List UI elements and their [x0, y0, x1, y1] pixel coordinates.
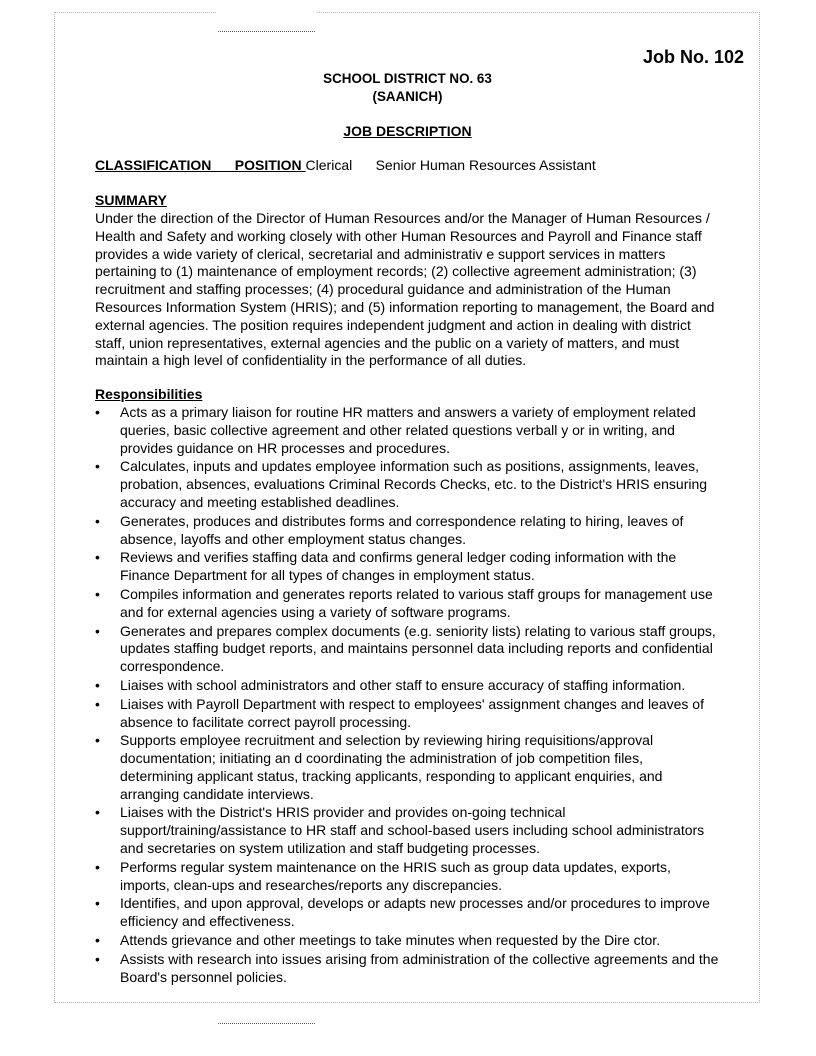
- bullet-icon: •: [95, 403, 100, 420]
- bullet-icon: •: [95, 676, 100, 693]
- position-value: Senior Human Resources Assistant: [375, 157, 596, 174]
- responsibility-text: Assists with research into issues arising from administration of the collective agreements and the Board's personnel policies.: [120, 950, 719, 985]
- responsibility-text: Attends grievance and other meetings to take minutes when requested by the Dire ctor.: [120, 932, 661, 949]
- classification-label: CLASSIFICATION: [95, 157, 212, 174]
- bullet-icon: •: [95, 458, 100, 475]
- responsibility-text: Compiles information and generates reports related to various staff groups for management use and for external agencies using a variety of software programs.: [120, 585, 713, 620]
- responsibility-item: [95, 895, 720, 931]
- responsibility-item: [95, 513, 720, 549]
- classification-value: Clerical: [305, 157, 353, 174]
- bullet-icon: •: [95, 932, 100, 949]
- bullet-icon: •: [95, 950, 100, 967]
- classification-row: [95, 157, 720, 175]
- responsibility-item: [95, 458, 720, 511]
- district-name: (SAANICH): [372, 88, 443, 104]
- job-number: Job No. 102: [642, 47, 744, 67]
- summary-text: Under the direction of the Director of Human Resources and/or the Manager of Human Resources / Health and Safety and working closely with other Human Resources and Payroll and Finance staff provides a wide variety of clerical, secretarial and administrativ e support services in matters pertaining to (1) maintenance of employment records; (2) collective agreement administration; (3) recruitment and staffing processes; (4) procedural guidance and administration of the Human Resources Information System (HRIS); and (5) information reporting to management, the Board and external agencies. The position requires independent judgment and action in dealing with district staff, union representatives, external agencies and the public on a variety of matters, and must maintain a high level of confidentiality in the performance of all duties.: [95, 209, 715, 369]
- responsibility-item: [95, 677, 720, 695]
- document-body: [95, 70, 720, 987]
- responsibility-text: Calculates, inputs and updates employee information such as positions, assignments, leaves, probation, absences, evaluations Criminal Records Checks, etc. to the District's HRIS ensuring accuracy and meeting established deadlines.: [120, 458, 708, 510]
- footer-divider: [218, 1023, 315, 1024]
- bullet-icon: •: [95, 895, 100, 912]
- responsibility-text: Identifies, and upon approval, develops or adapts new processes and/or procedures to improve efficiency and effectiveness.: [120, 895, 710, 930]
- responsibilities-list: [95, 404, 720, 987]
- bullet-icon: •: [95, 804, 100, 821]
- responsibility-item: [95, 696, 720, 732]
- responsibility-item: [95, 404, 720, 457]
- bullet-icon: •: [95, 695, 100, 712]
- responsibility-item: [95, 859, 720, 895]
- bullet-icon: •: [95, 512, 100, 529]
- bullet-icon: •: [95, 585, 100, 602]
- responsibility-item: [95, 804, 720, 857]
- responsibility-text: Acts as a primary liaison for routine HR matters and answers a variety of employment related queries, basic collective agreement and other related questions verball y or in writing, and provides guidance on HR processes and procedures.: [120, 403, 696, 456]
- responsibility-text: Supports employee recruitment and selection by reviewing hiring requisitions/approval documentation; initiating an d coordinating the administration of job competition files, determining applicant status, tracking applicants, responding to applicant enquiries, and arranging candidate interviews.: [120, 732, 663, 802]
- header-divider: [218, 31, 315, 32]
- bullet-icon: •: [95, 858, 100, 875]
- responsibility-text: Generates, produces and distributes forms and correspondence relating to hiring, leaves of absence, layoffs and other employment status changes.: [120, 512, 684, 547]
- district-title: SCHOOL DISTRICT NO. 63: [323, 71, 492, 86]
- responsibility-text: Liaises with Payroll Department with respect to employees' assignment changes and leaves of absence to facilitate correct payroll processing.: [120, 695, 704, 730]
- responsibility-item: [95, 932, 720, 950]
- responsibility-item: [95, 732, 720, 803]
- responsibility-text: Liaises with the District's HRIS provider and provides on-going technical support/training/assistance to HR staff and school-based users including school administrators and secretaries on system utilization and staff budgeting processes.: [120, 804, 705, 857]
- bullet-icon: •: [95, 622, 100, 639]
- responsibility-item: [95, 623, 720, 676]
- responsibility-text: Generates and prepares complex documents (e.g. seniority lists) relating to various staff groups, updates staffing budget reports, and maintains personnel data including reports and confidential correspondence.: [120, 622, 716, 675]
- responsibilities-heading: Responsibilities: [95, 386, 203, 403]
- responsibility-text: Reviews and verifies staffing data and confirms general ledger coding information with the Finance Department for all types of changes in employment status.: [120, 549, 677, 584]
- position-label: POSITION: [234, 157, 302, 174]
- responsibility-item: [95, 951, 720, 987]
- summary-heading: SUMMARY: [95, 192, 167, 209]
- header-gap: [217, 8, 317, 16]
- responsibility-text: Performs regular system maintenance on the HRIS such as group data updates, exports, imports, clean-ups and researches/reports any discrepancies.: [120, 858, 671, 893]
- responsibility-item: [95, 586, 720, 622]
- responsibility-text: Liaises with school administrators and other staff to ensure accuracy of staffing information.: [120, 676, 686, 693]
- bullet-icon: •: [95, 549, 100, 566]
- document-title: JOB DESCRIPTION: [343, 122, 472, 139]
- bullet-icon: •: [95, 732, 100, 749]
- responsibility-item: [95, 549, 720, 585]
